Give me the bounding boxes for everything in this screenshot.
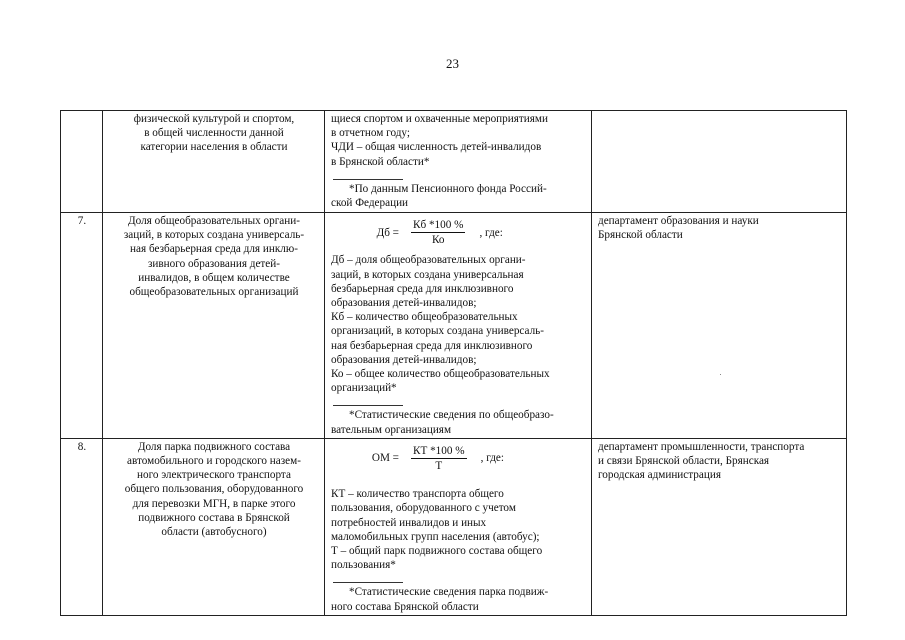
text-line: образования детей-инвалидов; — [331, 297, 477, 310]
responsible-cell — [592, 213, 847, 439]
text-line: Т – общий парк подвижного состава общего — [331, 545, 543, 558]
row-number — [61, 111, 103, 213]
text-line: Кб – количество общеобразовательных — [331, 311, 518, 324]
text-line: ная безбарьерная среда для инклю- — [130, 243, 298, 256]
text-line: безбарьерная среда для инклюзивного — [331, 282, 514, 295]
footnote-text: *Статистические сведения по общеобразо- — [349, 409, 554, 422]
footnote-separator — [333, 582, 403, 583]
text-line: щиеся спортом и охваченные мероприятиями — [331, 113, 548, 125]
spacer — [331, 479, 586, 487]
footnote-text: ного состава Брянской области — [331, 600, 479, 613]
text-line: организаций* — [331, 382, 397, 395]
text-line: инвалидов, в общем количестве — [138, 271, 290, 284]
text-line: заций, в которых создана универсальная — [331, 268, 524, 281]
indicator-name-cell — [103, 213, 325, 439]
footnote-text: *Статистические сведения парка подвиж- — [349, 586, 549, 599]
scan-speck — [720, 374, 721, 375]
text-line: в отчетном году; — [331, 127, 410, 140]
text-line: пользования* — [331, 559, 396, 572]
formula-lhs: Дб = — [376, 226, 399, 239]
text-line: городская администрация — [598, 469, 721, 482]
formula-lhs: ОМ = — [371, 452, 399, 465]
row-number: 7. — [61, 213, 103, 439]
text-line: пользования, оборудованного с учетом — [331, 502, 516, 515]
formula-tail: , где: — [480, 452, 504, 465]
footnote-separator — [333, 179, 403, 180]
text-line: общего пользования, оборудованного — [124, 483, 304, 496]
text-line: ная безбарьерная среда для инклюзивного — [331, 339, 533, 352]
indicator-table — [60, 110, 847, 616]
text-line: Брянской области — [598, 229, 683, 242]
text-line: организаций, в которых создана универсаль- — [331, 325, 544, 338]
text-line: КТ – количество транспорта общего — [331, 488, 504, 501]
text-line: общеобразовательных организаций — [129, 286, 299, 299]
text-line: зивного образования детей- — [147, 257, 280, 270]
text-line: подвижного состава в Брянской — [138, 511, 290, 524]
text-line: департамент образования и науки — [598, 215, 759, 227]
formula-numerator: КТ *100 % — [411, 444, 467, 459]
text-line: ЧДИ – общая численность детей-инвалидов — [331, 141, 542, 154]
formula — [331, 444, 586, 473]
text-line: потребностей инвалидов и иных — [331, 516, 487, 529]
footnote-separator — [333, 405, 403, 406]
text-line: образования детей-инвалидов; — [331, 353, 477, 366]
formula-fraction — [411, 218, 465, 247]
method-cell — [325, 111, 592, 213]
indicator-name-cell — [103, 111, 325, 213]
table-row — [61, 438, 847, 615]
footnote-text: ской Федерации — [331, 197, 409, 210]
text-line: Дб – доля общеобразовательных органи- — [331, 254, 526, 267]
formula-denominator: Ко — [431, 234, 445, 247]
text-line: заций, в которых создана универсаль- — [123, 229, 305, 242]
responsible-cell — [592, 111, 847, 213]
row-number: 8. — [61, 438, 103, 615]
indicator-name-cell — [103, 438, 325, 615]
table-row — [61, 213, 847, 439]
formula-denominator: Т — [435, 460, 443, 473]
text-line: в Брянской области* — [331, 155, 430, 168]
text-line: департамент промышленности, транспорта — [598, 440, 805, 453]
text-line: Доля парка подвижного состава — [137, 440, 291, 453]
text-line: Ко – общее количество общеобразовательных — [331, 368, 550, 381]
page-number: 23 — [446, 56, 459, 71]
formula-fraction — [411, 444, 467, 473]
table-row — [61, 111, 847, 213]
responsible-cell — [592, 438, 847, 615]
text-line: физической культурой и спортом, — [133, 113, 295, 125]
text-line: области (автобусного) — [161, 526, 267, 539]
text-line: и связи Брянской области, Брянская — [598, 455, 770, 468]
footnote-text: вательным организациям — [331, 423, 452, 436]
formula-tail: , где: — [479, 226, 503, 239]
text-line: Доля общеобразовательных органи- — [128, 215, 300, 227]
formula — [331, 218, 586, 247]
text-line: в общей численности данной — [144, 127, 284, 140]
formula-numerator: Кб *100 % — [411, 218, 465, 233]
method-cell — [325, 213, 592, 439]
text-line: ного электрического транспорта — [137, 469, 291, 482]
method-cell — [325, 438, 592, 615]
text-line: категории населения в области — [140, 141, 288, 154]
text-line: для перевозки МГН, в парке этого — [132, 497, 296, 510]
text-line: автомобильного и городского назем- — [127, 455, 301, 468]
footnote-text: *По данным Пенсионного фонда Россий- — [349, 182, 547, 195]
text-line: маломобильных групп населения (автобус); — [331, 530, 540, 543]
